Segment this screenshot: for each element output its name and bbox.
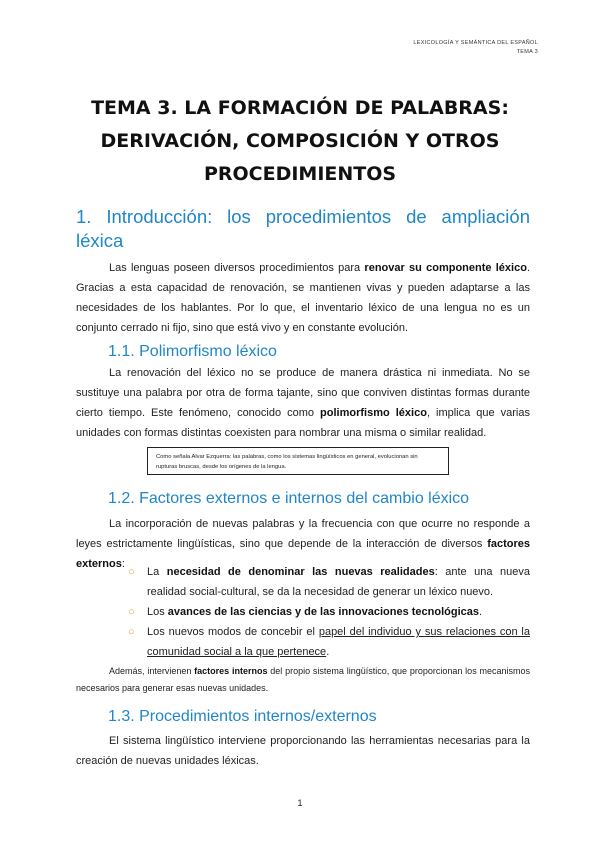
circle-bullet-icon: ○ [128,626,135,638]
text-run: del propio sistema lingüístico, que proporcionan los mecanismos necesarios para generar esas nuevas unidades. [76,666,531,693]
text-run: Además, intervienen [109,666,195,676]
section-1-1-paragraph [76,363,530,443]
document-title [60,92,540,191]
header-course: LEXICOLOGÍA Y SEMÁNTICA DEL ESPAÑOL [413,40,538,46]
text-run: El sistema lingüístico interviene proporcionando las herramientas necesarias para la creación de nuevas unidades léxicas. [76,735,530,767]
text-run: La renovación del léxico no se produce de manera drástica ni inmediata. No se sustituye una palabra por otra de forma tajante, sino que conviven distintas formas durante cierto tiempo. Este fenómeno, conocido como [76,367,530,419]
title-line-3: PROCEDIMIENTOS [203,163,397,185]
text-run: . [479,606,483,618]
text-run: Los nuevos modos de concebir el [147,626,319,638]
section-1-2-heading: 1.2. Factores externos e internos del cambio léxico [108,490,470,507]
circle-bullet-icon: ○ [128,606,135,618]
title-line-1: TEMA 3. LA FORMACIÓN DE PALABRAS: [91,97,509,119]
list-item [128,622,530,662]
list-item [128,562,530,602]
section-1-paragraph [76,258,530,338]
underlined-text: papel del individuo y sus relaciones con la comunidad social a la que pertenece [147,626,530,658]
list-item [128,602,530,622]
text-run: Los [147,606,168,618]
header-unit: TEMA 3 [516,49,538,55]
text-run: . [326,646,330,658]
circle-bullet-icon: ○ [128,566,135,578]
section-1-1-heading: 1.1. Polimorfismo léxico [108,343,277,360]
bold-text: polimorfismo léxico [320,407,427,419]
bold-text: renovar su componente léxico [364,262,527,274]
external-factors-list [128,562,530,662]
text-run: , implica que varias unidades con formas distintas coexisten para nombrar una misma o similar realidad. [76,407,530,439]
bold-text: avances de las ciencias y de las innovaciones tecnológicas [167,606,480,618]
section-1-heading: 1. Introducción: los procedimientos de ampliación léxica [76,206,530,251]
quote-box: Como señala Alvar Ezquerra: las palabras, como los sistemas lingüísticos en general, evolucionan sin rupturas bruscas, desde los orígenes de la lengua. [147,447,449,475]
text-run: : ante una nueva realidad social-cultural, se da la necesidad de generar un léxico nuevo. [147,566,530,598]
section-1-3-paragraph [76,731,530,771]
internal-factors-note [76,663,530,697]
running-header [413,39,538,57]
title-line-2: DERIVACIÓN, COMPOSICIÓN Y OTROS [100,130,500,152]
bold-text: necesidad de denominar las nuevas realidades [166,566,435,578]
text-run: La [147,566,167,578]
text-run: La incorporación de nuevas palabras y la frecuencia con que ocurre no responde a leyes estrictamente lingüísticas, sino que depende de la interacción de diversos [76,518,530,550]
text-run: Las lenguas poseen diversos procedimientos para [109,262,365,274]
text-run: : [121,558,125,570]
bold-text: factores externos [76,538,530,570]
bold-text: factores internos [194,666,268,676]
page-number: 1 [297,798,303,808]
section-1-3-heading: 1.3. Procedimientos internos/externos [108,708,377,725]
text-run: . Gracias a esta capacidad de renovación, se mantienen vivas y pueden adaptarse a las necesidades de los hablantes. Por lo que, el inventario léxico de una lengua no es un conjunto cerrado ni fijo, sino que está vivo y en constante evolución. [76,262,530,334]
